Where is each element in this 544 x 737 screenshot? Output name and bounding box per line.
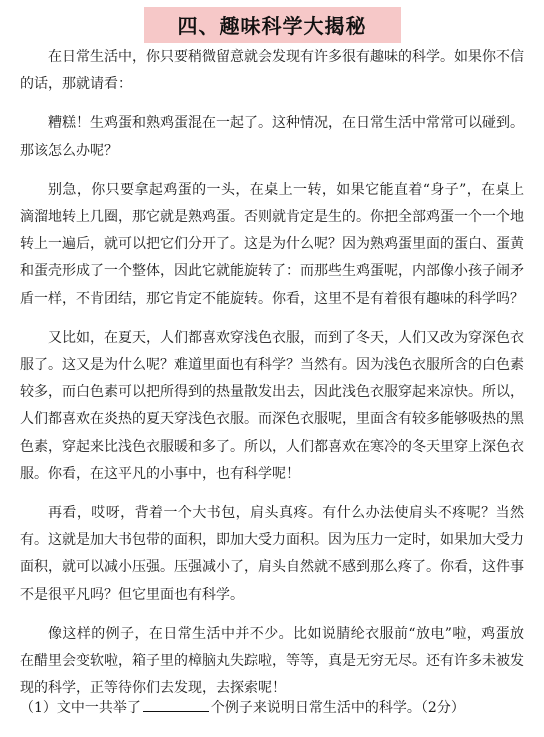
- question-prefix: （1）文中一共举了: [20, 700, 141, 716]
- article-body: [20, 44, 524, 714]
- paragraph: 又比如，在夏天，人们都喜欢穿浅色衣服，而到了冬天，人们又改为穿深色衣服了。这又是为什么呢？难道里面也有科学？当然有。因为浅色衣服所含的白色素较多，而白色素可以把所得到的热量散发出去，因此浅色衣服穿起来凉快。所以，人们都喜欢在炎热的夏天穿浅色衣服。而深色衣服呢，里面含有较多能够吸热的黑色素，穿起来比浅色衣服暖和多了。所以，人们都喜欢在寒冷的冬天里穿上深色衣服。你看，在这平凡的小事中，也有科学呢！: [20, 329, 524, 482]
- page-title: 四、趣味科学大揭秘: [144, 7, 401, 43]
- paragraph: 像这样的例子，在日常生活中并不少。比如说腈纶衣服前“放电”啦，鸡蛋放在醋里会变软啦，箱子里的樟脑丸失踪啦，等等，真是无穷无尽。还有许多未被发现的科学，正等待你们去发现，去探索呢！: [20, 625, 524, 697]
- question-1: [20, 697, 524, 719]
- paragraph: 糟糕！生鸡蛋和熟鸡蛋混在一起了。这种情况，在日常生活中常常可以碰到。那该怎么办呢？: [20, 115, 524, 159]
- paragraph: 在日常生活中，你只要稍微留意就会发现有许多很有趣味的科学。如果你不信的话，那就请看：: [20, 49, 524, 93]
- question-suffix: 个例子来说明日常生活中的科学。（2分）: [210, 700, 465, 716]
- title-container: [0, 7, 544, 43]
- paragraph: 再看，哎呀，背着一个大书包，肩头真疼。有什么办法使肩头不疼呢？当然有。这就是加大书包带的面积，即加大受力面积。因为压力一定时，如果加大受力面积，就可以减小压强。压强减小了，肩头自然就不感到那么疼了。你看，这件事不是很平凡吗？但它里面也有科学。: [20, 505, 524, 603]
- paragraph: 别急，你只要拿起鸡蛋的一头，在桌上一转，如果它能直着“身子”，在桌上滴溜地转上几圈，那它就是熟鸡蛋。否则就肯定是生的。你把全部鸡蛋一个一个地转上一遍后，就可以把它们分开了。这是为什么呢？因为熟鸡蛋里面的蛋白、蛋黄和蛋壳形成了一个整体，因此它就能旋转了：而那些生鸡蛋呢，内部像小孩子闹矛盾一样，不肯团结，那它肯定不能旋转。你看，这里不是有着很有趣味的科学吗？: [20, 181, 524, 307]
- answer-blank[interactable]: [143, 697, 209, 712]
